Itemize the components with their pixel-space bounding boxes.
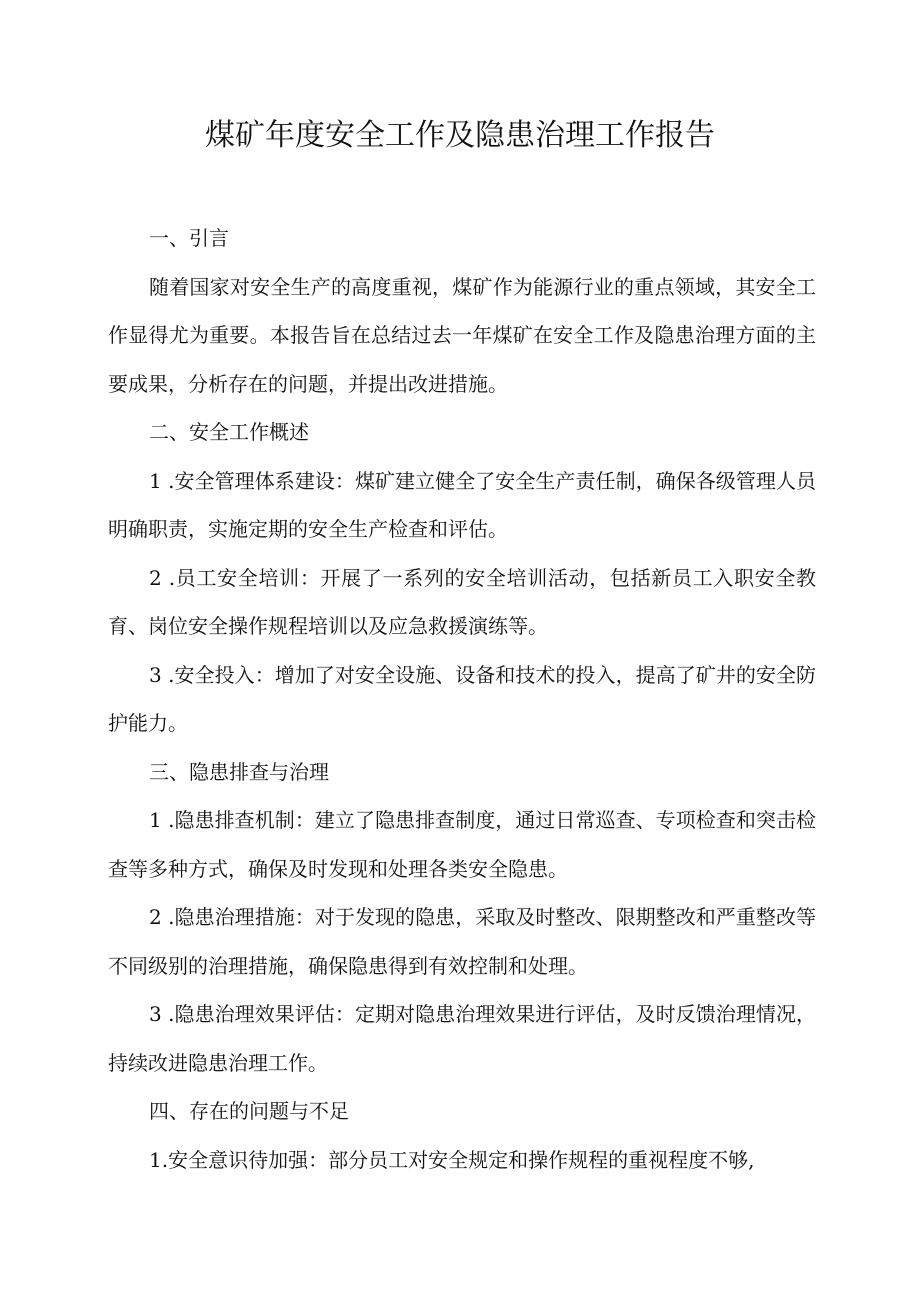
paragraph: 2 .员工安全培训：开展了一系列的安全培训活动，包括新员工入职安全教育、岗位安全操作规程培训以及应急救援演练等。	[108, 565, 816, 638]
section-heading-intro: 一、引言	[149, 226, 229, 250]
section-heading-problems: 四、存在的问题与不足	[149, 1099, 349, 1123]
paragraph: 随着国家对安全生产的高度重视，煤矿作为能源行业的重点领域，其安全工作显得尤为重要。本报告旨在总结过去一年煤矿在安全工作及隐患治理方面的主要成果，分析存在的问题，并提出改进措施。	[108, 274, 816, 396]
document-title: 煤矿年度安全工作及隐患治理工作报告	[205, 118, 715, 153]
paragraph: 3 .隐患治理效果评估：定期对隐患治理效果进行评估，及时反馈治理情况，持续改进隐患治理工作。	[108, 1002, 816, 1075]
section-heading-hazards: 三、隐患排查与治理	[149, 759, 329, 784]
paragraph: 3 .安全投入：增加了对安全设施、设备和技术的投入，提高了矿井的安全防护能力。	[108, 662, 816, 735]
section-heading-overview: 二、安全工作概述	[149, 420, 309, 444]
paragraph: 1 .隐患排查机制：建立了隐患排查制度，通过日常巡查、专项检查和突击检查等多种方式，确保及时发现和处理各类安全隐患。	[108, 808, 816, 881]
paragraph: 1.安全意识待加强：部分员工对安全规定和操作规程的重视程度不够,	[149, 1147, 755, 1172]
paragraph: 1 .安全管理体系建设：煤矿建立健全了安全生产责任制，确保各级管理人员明确职责，实施定期的安全生产检查和评估。	[108, 468, 816, 541]
paragraph: 2 .隐患治理措施：对于发现的隐患，采取及时整改、限期整改和严重整改等不同级别的治理措施，确保隐患得到有效控制和处理。	[108, 905, 816, 978]
document-body	[108, 214, 816, 1184]
